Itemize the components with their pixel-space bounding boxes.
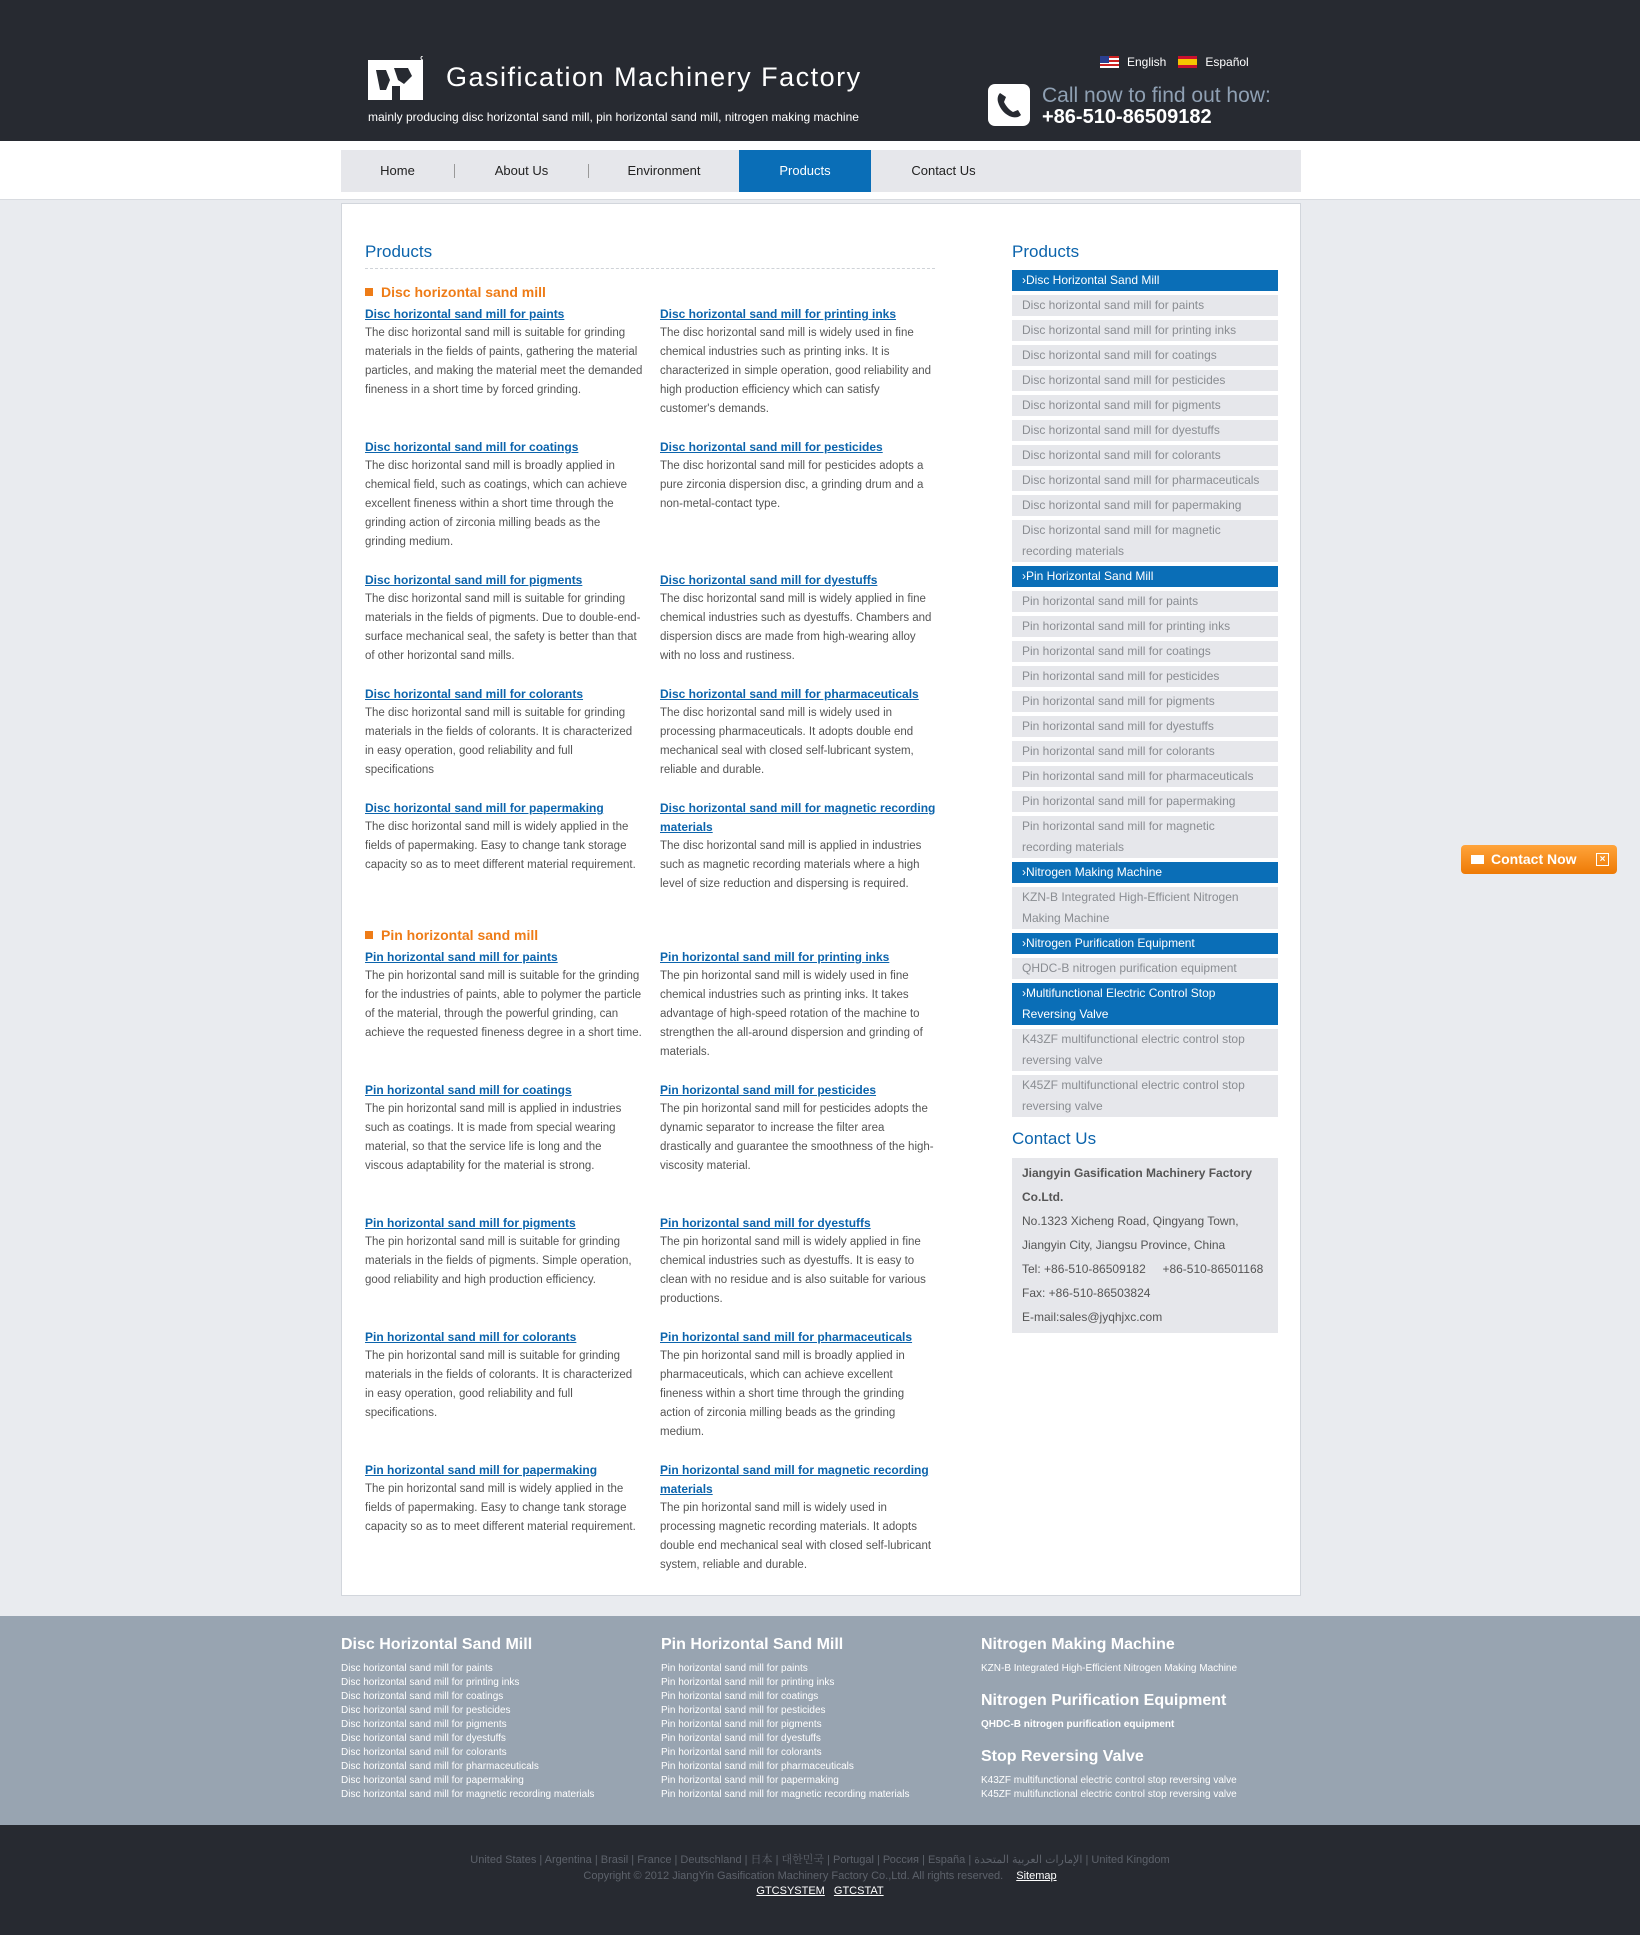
square-bullet-icon (365, 931, 373, 939)
sidebar-item[interactable]: Disc horizontal sand mill for printing inks (1012, 320, 1278, 341)
sidebar-cat-valve[interactable]: › Multifunctional Electric Control Stop Reversing Valve (1012, 983, 1278, 1025)
product-link[interactable]: Disc horizontal sand mill for pigments (365, 573, 583, 587)
product-desc: The disc horizontal sand mill is widely applied in the fields of papermaking. Easy to change tank storage capacity so as to meet different material requirement. (365, 821, 636, 871)
footer-col-title: Stop Reversing Valve (981, 1748, 1144, 1765)
sidebar-item[interactable]: Pin horizontal sand mill for pesticides (1012, 666, 1278, 687)
footer-link[interactable]: Pin horizontal sand mill for coatings (661, 1691, 819, 1702)
product-link[interactable]: Disc horizontal sand mill for coatings (365, 440, 579, 454)
footer-col-disc (341, 1636, 594, 1802)
sidebar-item[interactable]: Pin horizontal sand mill for pharmaceuticals (1012, 766, 1278, 787)
sidebar-cat-purification[interactable]: › Nitrogen Purification Equipment (1012, 933, 1278, 954)
footer-link[interactable]: Pin horizontal sand mill for colorants (661, 1747, 822, 1758)
product-link[interactable]: Pin horizontal sand mill for magnetic recording materials (660, 1463, 929, 1496)
product-link[interactable]: Disc horizontal sand mill for printing inks (660, 307, 897, 321)
product-card (660, 948, 938, 1062)
footer-link[interactable]: Disc horizontal sand mill for pesticides (341, 1705, 511, 1716)
close-icon[interactable]: × (1596, 853, 1609, 866)
product-desc: The pin horizontal sand mill for pesticides adopts the dynamic separator to increase the filter area drastically and guarantee the smoothness of the high-viscosity material. (660, 1103, 934, 1172)
lang-english[interactable] (1100, 55, 1166, 69)
product-card (660, 799, 938, 894)
product-link[interactable]: Pin horizontal sand mill for paints (365, 950, 558, 964)
copyright (0, 1870, 1640, 1882)
footer-link[interactable]: Pin horizontal sand mill for magnetic recording materials (661, 1789, 910, 1800)
sidebar-product-list (1012, 270, 1278, 1121)
nav-about-us[interactable]: About Us (494, 163, 549, 178)
sidebar-item[interactable]: Disc horizontal sand mill for dyestuffs (1012, 420, 1278, 441)
title-divider (365, 268, 935, 269)
footer-link[interactable]: KZN-B Integrated High-Efficient Nitrogen Making Machine (981, 1663, 1238, 1674)
product-desc: The disc horizontal sand mill is suitable for grinding materials in the fields of pigments. Due to double-end-surface mechanical seal, the safety is better than that of other horizontal sand mills. (365, 593, 641, 662)
sidebar-item[interactable]: Pin horizontal sand mill for dyestuffs (1012, 716, 1278, 737)
product-desc: The pin horizontal sand mill is suitable for grinding materials in the fields of colorants. It is characterized in easy operation, good reliability and full specifications. (365, 1350, 633, 1419)
product-desc: The disc horizontal sand mill is applied in industries such as magnetic recording materials where a high level of size reduction and dispersing is required. (660, 840, 922, 890)
sidebar-item[interactable]: Pin horizontal sand mill for printing inks (1012, 616, 1278, 637)
nav-products[interactable]: Products (739, 150, 871, 192)
product-card (365, 1081, 643, 1176)
phone-icon (988, 84, 1030, 126)
company-tel: Tel: +86-510-86509182 +86-510-86501168 (1022, 1262, 1264, 1276)
sidebar-item[interactable]: Disc horizontal sand mill for magnetic recording materials (1012, 520, 1278, 562)
product-desc: The disc horizontal sand mill is widely used in fine chemical industries such as printing inks. It is characterized in simple operation, good reliability and high production efficiency which can satisfy customer's demands. (660, 327, 932, 415)
lang-english-label: English (1127, 55, 1167, 69)
product-desc: The pin horizontal sand mill is broadly applied in pharmaceuticals, which can achieve excellent fineness within a short time through the grinding action of zirconia milling beads as the grinding medium. (660, 1350, 905, 1438)
site-bottom (0, 1825, 1640, 1935)
sidebar-cat-disc[interactable]: › Disc Horizontal Sand Mill (1012, 270, 1278, 291)
footer-col-title: Disc Horizontal Sand Mill (341, 1636, 533, 1653)
sidebar-cat-nitrogen[interactable]: › Nitrogen Making Machine (1012, 862, 1278, 883)
footer-link[interactable]: Pin horizontal sand mill for pesticides (661, 1705, 826, 1716)
footer-link[interactable]: Pin horizontal sand mill for dyestuffs (661, 1733, 821, 1744)
product-card (365, 438, 643, 552)
sidebar-products-title: Products (1012, 242, 1080, 261)
sidebar-item[interactable]: Disc horizontal sand mill for colorants (1012, 445, 1278, 466)
product-desc: The pin horizontal sand mill is widely applied in fine chemical industries such as dyestuffs. It is easy to clean with no residue and is also suitable for various productions. (660, 1236, 926, 1305)
company-name: Jiangyin Gasification Machinery Factory Co.Ltd. (1022, 1166, 1253, 1204)
sidebar-item[interactable]: Disc horizontal sand mill for paints (1012, 295, 1278, 316)
product-card (365, 799, 643, 875)
product-link[interactable]: Disc horizontal sand mill for pesticides (660, 440, 883, 454)
gtcstat-link[interactable]: GTCSTAT (833, 1885, 884, 1897)
product-card (365, 685, 643, 780)
product-desc: The disc horizontal sand mill is widely used in processing pharmaceuticals. It adopts double end mechanical seal with closed self-lubricant system, reliable and durable. (660, 707, 914, 776)
stats-links (0, 1885, 1640, 1897)
sidebar-item[interactable]: K45ZF multifunctional electric control stop reversing valve (1012, 1075, 1278, 1117)
nav-contact-us[interactable]: Contact Us (911, 163, 976, 178)
product-link[interactable]: Disc horizontal sand mill for dyestuffs (660, 573, 878, 587)
footer-link[interactable]: Pin horizontal sand mill for pharmaceuticals (661, 1761, 854, 1772)
nav-environment[interactable]: Environment (627, 163, 701, 178)
disc-section-label: Disc horizontal sand mill (381, 284, 546, 300)
footer-link[interactable]: Pin horizontal sand mill for paints (661, 1663, 808, 1674)
product-card (660, 1328, 938, 1442)
sidebar-item[interactable]: Pin horizontal sand mill for colorants (1012, 741, 1278, 762)
footer-link[interactable]: Disc horizontal sand mill for colorants (341, 1747, 507, 1758)
product-desc: The pin horizontal sand mill is widely used in processing magnetic recording materials. It adopts double end mechanical seal with closed self-lubricant system, reliable and durable. (660, 1502, 932, 1571)
product-link[interactable]: Pin horizontal sand mill for printing inks (660, 950, 890, 964)
footer-link[interactable]: Disc horizontal sand mill for papermaking (341, 1775, 524, 1786)
contact-now-button[interactable] (1461, 845, 1617, 874)
product-link[interactable]: Disc horizontal sand mill for paints (365, 307, 565, 321)
sidebar-item[interactable]: Disc horizontal sand mill for papermaking (1012, 495, 1278, 516)
product-card (660, 1081, 938, 1176)
sitemap-link[interactable]: Sitemap (1016, 1870, 1057, 1882)
company-address: No.1323 Xicheng Road, Qingyang Town, Jiangyin City, Jiangsu Province, China (1022, 1214, 1239, 1252)
footer-link[interactable]: Disc horizontal sand mill for printing inks (341, 1677, 520, 1688)
site-title: Gasification Machinery Factory (446, 62, 862, 92)
content-panel (341, 203, 1301, 1596)
sidebar-item[interactable]: QHDC-B nitrogen purification equipment (1012, 958, 1278, 979)
product-link[interactable]: Disc horizontal sand mill for magnetic recording materials (660, 801, 936, 834)
product-link[interactable]: Pin horizontal sand mill for dyestuffs (660, 1216, 871, 1230)
envelope-icon (1471, 855, 1484, 864)
sidebar-item[interactable]: Pin horizontal sand mill for coatings (1012, 641, 1278, 662)
product-card (660, 305, 938, 419)
sidebar-item[interactable]: Disc horizontal sand mill for pesticides (1012, 370, 1278, 391)
footer-link[interactable]: Disc horizontal sand mill for dyestuffs (341, 1733, 506, 1744)
product-card (660, 1214, 938, 1309)
site-header (0, 0, 1640, 141)
sidebar-cat-pin[interactable]: › Pin Horizontal Sand Mill (1012, 566, 1278, 587)
nav-home[interactable]: Home (380, 163, 415, 178)
product-card (660, 685, 938, 780)
footer-col-pin (661, 1636, 909, 1802)
page-title: Products (365, 242, 433, 261)
product-link[interactable]: Pin horizontal sand mill for coatings (365, 1083, 572, 1097)
sidebar-contact-title: Contact Us (1012, 1129, 1097, 1148)
footer-link[interactable]: Disc horizontal sand mill for magnetic recording materials (341, 1789, 595, 1800)
factory-logo-icon[interactable] (368, 56, 423, 100)
footer-link[interactable]: Pin horizontal sand mill for pigments (661, 1719, 822, 1730)
product-link[interactable]: Disc horizontal sand mill for pharmaceuticals (660, 687, 919, 701)
product-desc: The pin horizontal sand mill is suitable for grinding materials in the fields of pigments. Simple operation, good reliability and high production efficiency. (365, 1236, 632, 1286)
company-fax: Fax: +86-510-86503824 (1022, 1286, 1151, 1300)
sidebar-item[interactable]: Disc horizontal sand mill for pharmaceuticals (1012, 470, 1278, 491)
product-desc: The disc horizontal sand mill for pesticides adopts a pure zirconia dispersion disc, a grinding drum and a non-metal-contact type. (660, 460, 924, 510)
product-desc: The pin horizontal sand mill is widely used in fine chemical industries such as printing inks. It takes advantage of high-speed rotation of the machine to strengthen the all-around dispersion and grinding of materials. (660, 970, 923, 1058)
product-desc: The pin horizontal sand mill is applied in industries such as coatings. It is made from special wearing material, so that the service life is long and the viscous adaptability for the material is strong. (365, 1103, 622, 1172)
sidebar-item[interactable]: Pin horizontal sand mill for paints (1012, 591, 1278, 612)
product-card (365, 1461, 643, 1537)
footer-links (0, 1616, 1640, 1825)
sidebar-item[interactable]: Disc horizontal sand mill for coatings (1012, 345, 1278, 366)
product-card (660, 438, 938, 514)
product-link[interactable]: Pin horizontal sand mill for colorants (365, 1330, 577, 1344)
product-card (365, 305, 643, 400)
product-link[interactable]: Pin horizontal sand mill for pigments (365, 1216, 576, 1230)
product-card (660, 571, 938, 666)
lang-espanol[interactable] (1178, 55, 1248, 69)
lang-espanol-label: Español (1205, 55, 1249, 69)
product-link[interactable]: Disc horizontal sand mill for colorants (365, 687, 584, 701)
footer-link[interactable]: K45ZF multifunctional electric control stop reversing valve (981, 1789, 1237, 1800)
pin-section-heading (365, 927, 538, 943)
product-link[interactable]: Pin horizontal sand mill for pesticides (660, 1083, 877, 1097)
product-card (365, 948, 643, 1043)
sidebar-item[interactable]: Pin horizontal sand mill for pigments (1012, 691, 1278, 712)
us-flag-icon (1100, 56, 1119, 68)
sidebar-item[interactable]: Disc horizontal sand mill for pigments (1012, 395, 1278, 416)
footer-link[interactable]: QHDC-B nitrogen purification equipment (981, 1719, 1175, 1730)
footer-link[interactable]: Disc horizontal sand mill for coatings (341, 1691, 504, 1702)
product-link[interactable]: Pin horizontal sand mill for pharmaceuticals (660, 1330, 913, 1344)
main-nav (341, 150, 1301, 192)
product-desc: The pin horizontal sand mill is suitable for the grinding for the industries of paints, able to polymer the particle of the material, through the powerful grinding, can achieve the requested fineness degree in a short time. (365, 970, 642, 1039)
footer-link[interactable]: Pin horizontal sand mill for papermaking (661, 1775, 839, 1786)
square-bullet-icon (365, 288, 373, 296)
product-card (365, 1328, 643, 1423)
company-email[interactable]: E-mail:sales@jyqhjxc.com (1022, 1310, 1163, 1324)
product-card (365, 571, 643, 666)
country-links[interactable]: United States | Argentina | Brasil | France | Deutschland | 日本 | 대한민국 | Portugal | Россия | España | الإمارات العربية المتحدة | United Kingdom (470, 1854, 1170, 1866)
tagline: mainly producing disc horizontal sand mill, pin horizontal sand mill, nitrogen making machine (368, 110, 859, 124)
footer-col-title: Pin Horizontal Sand Mill (661, 1636, 844, 1653)
gtcsystem-link[interactable]: GTCSYSTEM (756, 1885, 825, 1897)
sidebar-item[interactable]: K43ZF multifunctional electric control stop reversing valve (1012, 1029, 1278, 1071)
disc-section-heading (365, 284, 546, 300)
product-link[interactable]: Disc horizontal sand mill for papermaking (365, 801, 604, 815)
product-card (660, 1461, 938, 1575)
footer-col-title: Nitrogen Purification Equipment (981, 1692, 1227, 1709)
sidebar-item[interactable]: KZN-B Integrated High-Efficient Nitrogen Making Machine (1012, 887, 1278, 929)
footer-link[interactable]: Disc horizontal sand mill for pigments (341, 1719, 507, 1730)
language-switcher (1100, 55, 1249, 69)
footer-col-nitrogen (981, 1636, 1237, 1802)
contact-info-box (1012, 1158, 1278, 1333)
pin-section-label: Pin horizontal sand mill (381, 927, 539, 943)
product-desc: The disc horizontal sand mill is widely applied in fine chemical industries such as dyestuffs. Chambers and dispersion discs are made from high-wearing alloy with no loss and rustiness. (660, 593, 932, 662)
product-link[interactable]: Pin horizontal sand mill for papermaking (365, 1463, 598, 1477)
spain-flag-icon (1178, 56, 1197, 68)
footer-link[interactable]: Disc horizontal sand mill for paints (341, 1663, 493, 1674)
product-desc: The disc horizontal sand mill is suitable for grinding materials in the fields of paints, gathering the material particles, and making the material meet the demanded fineness in a short time by forced grinding. (365, 327, 643, 396)
sidebar-item[interactable]: Pin horizontal sand mill for papermaking (1012, 791, 1278, 812)
product-desc: The disc horizontal sand mill is suitable for grinding materials in the fields of colorants. It is characterized in easy operation, good reliability and full specifications (365, 707, 633, 776)
footer-link[interactable]: K43ZF multifunctional electric control stop reversing valve (981, 1775, 1237, 1786)
contact-now-label: Contact Now (1491, 851, 1577, 867)
footer-link[interactable]: Disc horizontal sand mill for pharmaceuticals (341, 1761, 539, 1772)
product-desc: The pin horizontal sand mill is widely applied in the fields of papermaking. Easy to change tank storage capacity so as to meet different material requirement. (365, 1483, 636, 1533)
phone-number: +86-510-86509182 (1042, 106, 1212, 128)
footer-col-title: Nitrogen Making Machine (981, 1636, 1175, 1653)
product-card (365, 1214, 643, 1290)
footer-link[interactable]: Pin horizontal sand mill for printing inks (661, 1677, 835, 1688)
sidebar-item[interactable]: Pin horizontal sand mill for magnetic recording materials (1012, 816, 1278, 858)
call-now-text: Call now to find out how: (1042, 84, 1271, 107)
copyright-text: Copyright © 2012 JiangYin Gasification Machinery Factory Co.,Ltd. All rights reserved. (583, 1870, 1004, 1882)
product-desc: The disc horizontal sand mill is broadly applied in chemical field, such as coatings, which can achieve excellent fineness within a short time through the grinding action of zirconia milling beads as the grinding medium. (365, 460, 628, 548)
